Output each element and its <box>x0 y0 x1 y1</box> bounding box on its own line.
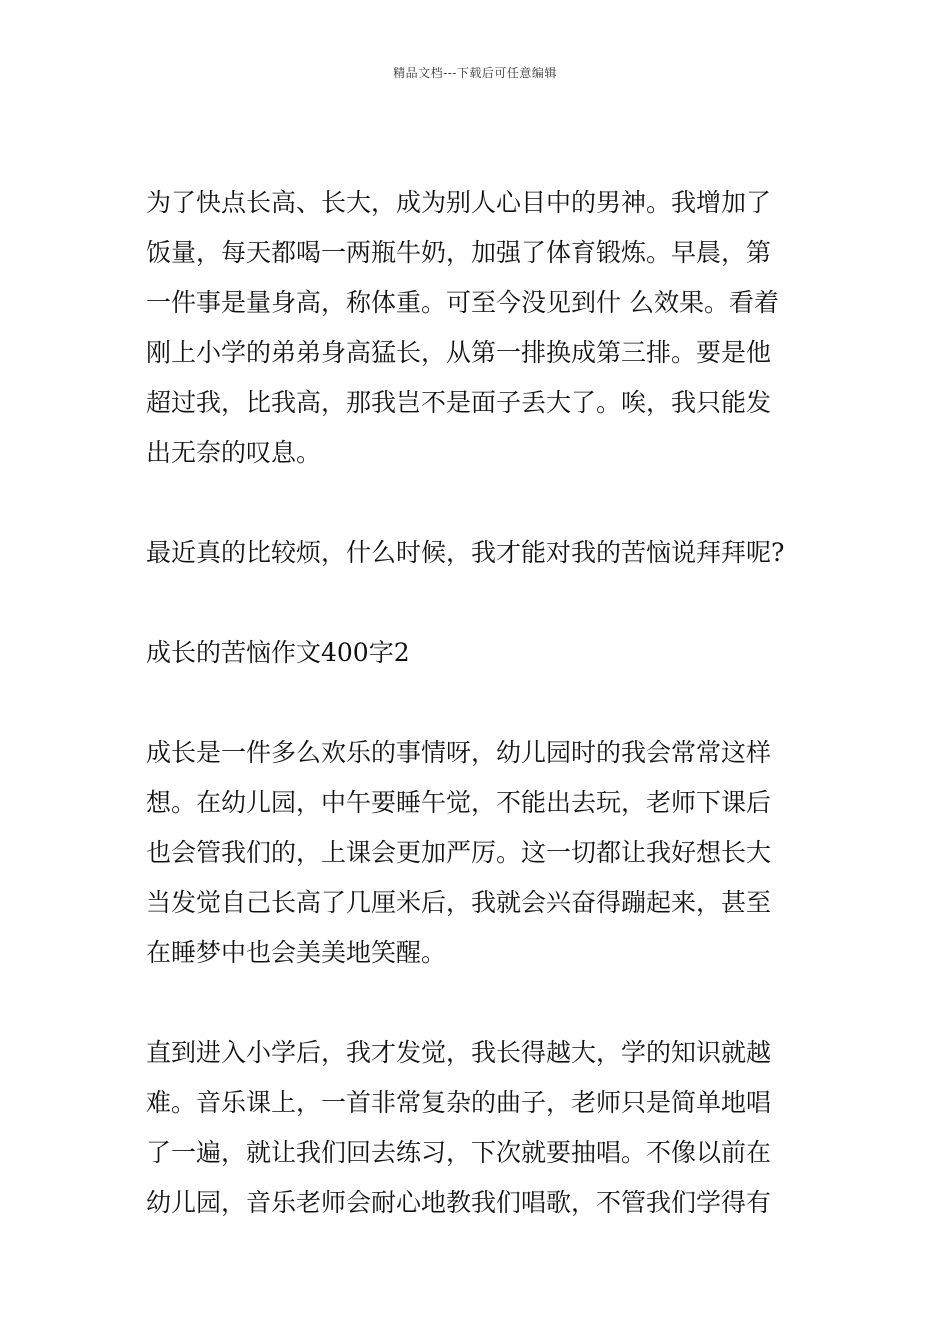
text-line: 直到进入小学后，我才发觉，我长得越大，学的知识就越 <box>146 1038 772 1067</box>
paragraph-2 <box>146 528 810 578</box>
text-line: 刚上小学的弟弟身高猛长，从第一排换成第三排。要是他 <box>146 338 772 367</box>
paragraph-3 <box>146 728 810 978</box>
text-line: 了一遍，就让我们回去练习，下次就要抽唱。不像以前在 <box>146 1138 772 1167</box>
text-line: 最近真的比较烦，什么时候，我才能对我的苦恼说拜拜呢? <box>146 538 785 567</box>
text-line: 难。音乐课上，一首非常复杂的曲子，老师只是简单地唱 <box>146 1088 772 1117</box>
text-line: 饭量，每天都喝一两瓶牛奶，加强了体育锻炼。早晨，第 <box>146 238 772 267</box>
text-line: 为了快点长高、长大，成为别人心目中的男神。我增加了 <box>146 188 772 217</box>
text-line: 也会管我们的，上课会更加严厉。这一切都让我好想长大 <box>146 838 772 867</box>
text-line: 成长是一件多么欢乐的事情呀，幼儿园时的我会常常这样 <box>146 738 772 767</box>
page-header: 精品文档---下载后可任意编辑 <box>393 66 557 80</box>
text-line: 在睡梦中也会美美地笑醒。 <box>146 938 447 967</box>
section-title <box>146 628 810 678</box>
text-line: 一件事是量身高，称体重。可至今没见到什 么效果。看着 <box>146 288 779 317</box>
text-line: 当发觉自己长高了几厘米后，我就会兴奋得蹦起来，甚至 <box>146 888 772 917</box>
paragraph-4 <box>146 1028 810 1228</box>
document-body <box>146 178 810 1278</box>
text-line: 幼儿园，音乐老师会耐心地教我们唱歌，不管我们学得有 <box>146 1188 772 1217</box>
paragraph-1 <box>146 178 810 478</box>
text-line: 成长的苦恼作文400字2 <box>146 638 410 667</box>
text-line: 超过我，比我高，那我岂不是面子丢大了。唉，我只能发 <box>146 388 772 417</box>
text-line: 想。在幼儿园，中午要睡午觉，不能出去玩，老师下课后 <box>146 788 772 817</box>
text-line: 出无奈的叹息。 <box>146 438 322 467</box>
